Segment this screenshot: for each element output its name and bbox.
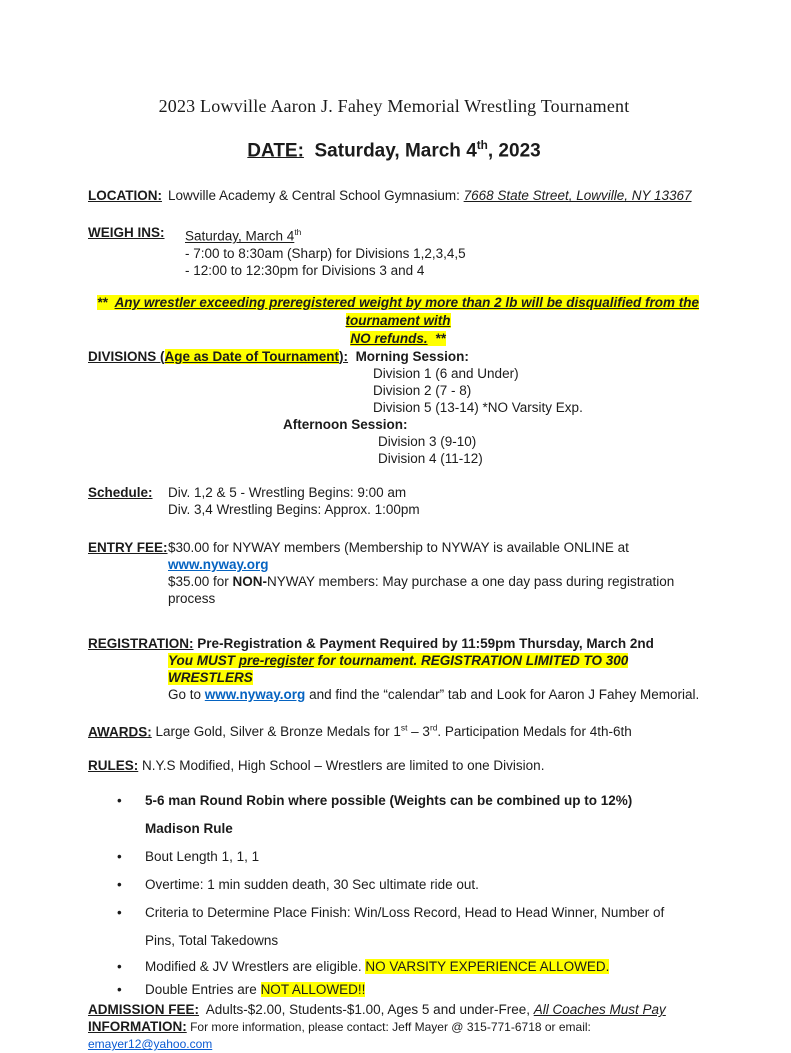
date-value: Saturday, March 4 xyxy=(314,140,477,162)
morning-divisions-list xyxy=(373,365,700,416)
afternoon-divisions-list xyxy=(378,433,700,467)
awards-row xyxy=(88,720,700,741)
information-label: INFORMATION: xyxy=(88,1019,187,1035)
first-superscript: st xyxy=(400,722,408,733)
awards-text: Large Gold, Silver & Bronze Medals for 1st – 3rd. Participation Medals for 4th-6th xyxy=(155,722,632,740)
date-year: , 2023 xyxy=(487,140,541,162)
division-item: Division 4 (11-12) xyxy=(378,450,483,466)
schedule-row xyxy=(88,484,700,518)
date-superscript: th xyxy=(476,139,488,152)
location-address: 7668 State Street, Lowville, NY 13367 xyxy=(463,188,692,204)
admission-fee-label: ADMISSION FEE: xyxy=(88,1002,200,1018)
admission-fee-text: Adults-$2.00, Students-$1.00, Ages 5 and under-Free, xyxy=(205,1002,534,1018)
not-allowed-highlight: NOT ALLOWED!! xyxy=(260,982,366,998)
registration-line-3-pre: Go to xyxy=(168,686,205,702)
information-text: For more information, please contact: Jeff Mayer @ 315-771-6718 or email: xyxy=(190,1020,591,1035)
entry-fee-label: ENTRY FEE: xyxy=(88,539,168,555)
bullet-marker: • xyxy=(117,905,122,921)
location-row xyxy=(88,187,700,204)
division-item: Division 3 (9-10) xyxy=(378,433,477,449)
bullet-eligibility: Modified & JV Wrestlers are eligible. NO VARSITY EXPERIENCE ALLOWED. xyxy=(145,959,610,975)
division-item: Division 2 (7 - 8) xyxy=(373,382,472,398)
notice-stars-close: ** xyxy=(435,330,446,346)
division-item: Division 5 (13-14) *NO Varsity Exp. xyxy=(373,399,583,415)
awards-label: AWARDS: xyxy=(88,724,152,740)
registration-label: REGISTRATION: xyxy=(88,635,194,651)
bullet-criteria: Criteria to Determine Place Finish: Win/Loss Record, Head to Head Winner, Number of Pins, Total Takedowns xyxy=(145,905,665,949)
divisions-label-highlight: Age as Date of Tournament xyxy=(164,348,340,364)
entry-fee-row xyxy=(88,539,700,607)
weigh-ins-time-1: - 7:00 to 8:30am (Sharp) for Divisions 1,2,3,4,5 xyxy=(185,245,466,261)
no-varsity-highlight: NO VARSITY EXPERIENCE ALLOWED. xyxy=(365,959,610,975)
location-text: Lowville Academy & Central School Gymnasium: xyxy=(168,188,464,204)
registration-section xyxy=(88,635,700,703)
nyway-link[interactable]: www.nyway.org xyxy=(168,556,269,572)
rules-label: RULES: xyxy=(88,758,139,774)
disqualification-notice xyxy=(96,294,700,348)
bullet-item xyxy=(88,787,700,843)
weigh-ins-time-2: - 12:00 to 12:30pm for Divisions 3 and 4 xyxy=(185,262,425,278)
bullet-item xyxy=(88,955,700,978)
bullet-item xyxy=(88,978,700,1001)
bullet-overtime: Overtime: 1 min sudden death, 30 Sec ultimate ride out. xyxy=(145,877,479,893)
location-label: LOCATION: xyxy=(88,188,162,204)
entry-fee-line-1: $30.00 for NYWAY members (Membership to NYWAY is available ONLINE at xyxy=(168,539,629,555)
non-bold: NON- xyxy=(232,573,268,589)
rules-bullet-list xyxy=(88,787,700,1001)
bullet-marker: • xyxy=(117,793,122,809)
weigh-ins-date-superscript: th xyxy=(294,227,302,238)
schedule-line-2: Div. 3,4 Wrestling Begins: Approx. 1:00pm xyxy=(168,501,420,517)
divisions-label-suffix: ): xyxy=(339,348,349,364)
entry-fee-line-2-post: NYWAY members: May purchase a one day pass during registration process xyxy=(168,573,675,606)
divisions-heading xyxy=(88,348,700,365)
morning-session-label: Morning Session: xyxy=(355,348,469,364)
division-item: Division 1 (6 and Under) xyxy=(373,365,519,381)
nyway-link-2[interactable]: www.nyway.org xyxy=(204,686,306,702)
information-row xyxy=(88,1018,700,1053)
divisions-section xyxy=(88,348,700,467)
bullet-marker: • xyxy=(117,982,122,998)
bullet-marker: • xyxy=(117,877,122,893)
date-heading xyxy=(88,134,700,163)
date-label: DATE: xyxy=(247,140,304,162)
notice-line-1: Any wrestler exceeding preregistered weight by more than 2 lb will be disqualified from the tournament with xyxy=(114,294,699,328)
afternoon-session-label: Afternoon Session: xyxy=(283,416,408,432)
weigh-ins-label: WEIGH INS: xyxy=(88,225,165,241)
registration-highlight-line: You MUST pre-register for tournament. REGISTRATION LIMITED TO 300 WRESTLERS xyxy=(168,652,629,685)
bullet-item xyxy=(88,899,700,955)
schedule-label: Schedule: xyxy=(88,484,153,500)
bullet-round-robin: 5-6 man Round Robin where possible (Weights can be combined up to 12%) Madison Rule xyxy=(145,793,633,837)
bullet-double-entries: Double Entries are NOT ALLOWED!! xyxy=(145,982,366,998)
bullet-item xyxy=(88,871,700,899)
notice-stars-open: ** xyxy=(97,294,108,310)
bullet-marker: • xyxy=(117,959,122,975)
entry-fee-line-2-pre: $35.00 for xyxy=(168,573,233,589)
registration-heading: Pre-Registration & Payment Required by 11:59pm Thursday, March 2nd xyxy=(197,635,654,651)
rules-row xyxy=(88,757,700,774)
weigh-ins-date: Saturday, March 4th xyxy=(185,227,302,244)
third-superscript: rd xyxy=(429,722,438,733)
bullet-item xyxy=(88,843,700,871)
rules-text: N.Y.S Modified, High School – Wrestlers are limited to one Division. xyxy=(142,758,545,774)
divisions-label-prefix: DIVISIONS ( xyxy=(88,348,165,364)
weigh-ins-row xyxy=(88,224,700,279)
pre-register-underline: pre-register xyxy=(238,652,314,668)
bullet-bout-length: Bout Length 1, 1, 1 xyxy=(145,849,260,865)
page-title: 2023 Lowville Aaron J. Fahey Memorial Wrestling Tournament xyxy=(158,96,630,116)
schedule-line-1: Div. 1,2 & 5 - Wrestling Begins: 9:00 am xyxy=(168,484,407,500)
coaches-must-pay: All Coaches Must Pay xyxy=(533,1002,666,1018)
admission-fee-row xyxy=(88,1001,700,1018)
email-link[interactable]: emayer12@yahoo.com xyxy=(88,1037,213,1052)
registration-line-3-post: and find the “calendar” tab and Look for Aaron J Fahey Memorial. xyxy=(305,686,700,702)
bullet-marker: • xyxy=(117,849,122,865)
notice-line-2: NO refunds. xyxy=(350,330,428,346)
